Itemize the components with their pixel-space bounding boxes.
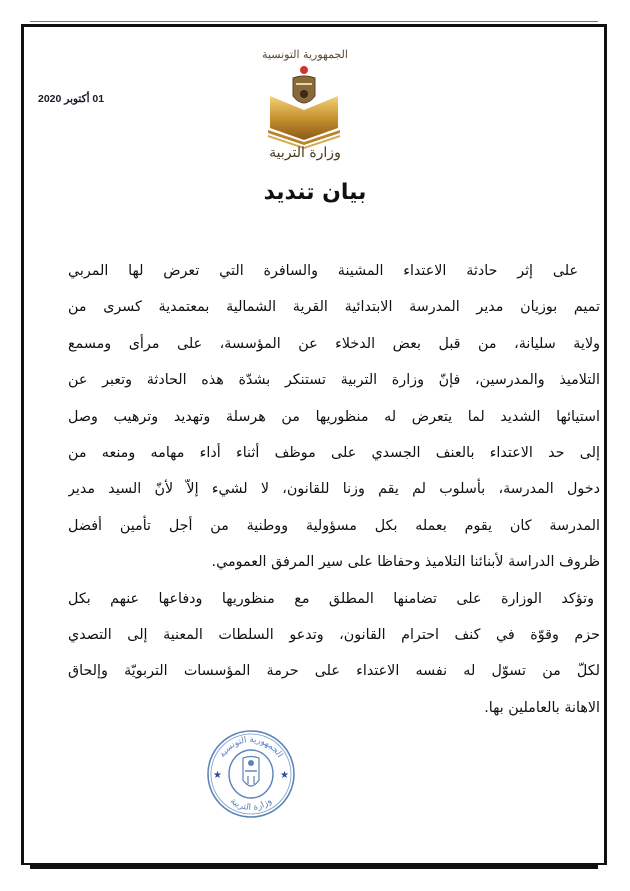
document-body (68, 253, 600, 726)
stamp-inner-text: وزارة التربية (228, 796, 274, 814)
paragraph-2 (68, 581, 600, 727)
text-line: إلى حد الاعتداء بالعنف الجسدي على موظف أثناء أداء مهامه ومنعه من (68, 444, 600, 461)
ministry-name: وزارة التربية (269, 145, 341, 161)
document-date: 01 أكتوبر 2020 (38, 93, 105, 105)
paragraph-1 (68, 253, 600, 581)
text-line: على إثر حادثة الاعتداء المشينة والسافرة التي تعرض لها المربي (68, 263, 578, 279)
open-book-icon (268, 96, 340, 149)
text-line: ظروف الدراسة لأبنائنا التلاميذ وحفاظا على سير المرفق العمومي. (211, 554, 600, 571)
text-line: ولاية سليانة، من قبل بعض الدخلاء عن المؤسسة، على مرأى ومسمع (68, 335, 600, 352)
text-line: استيائها الشديد لما يتعرض له منظوريها من هرسلة وتهديد وترهيب وصل (68, 408, 600, 425)
text-line: وتؤكد الوزارة على تضامنها المطلق مع منظوريها ودفاعها عنهم بكل (68, 590, 594, 607)
text-line: الاهانة بالعاملين بها. (484, 699, 600, 716)
coat-of-arms-icon (293, 76, 315, 103)
flag-emblem-icon (300, 66, 308, 74)
text-line: التلاميذ والمدرسين، فإنّ وزارة التربية تستنكر بشدّة هذه الحادثة وتعبر عن (68, 372, 600, 389)
text-line: حزم وقوّة في كنف احترام القانون، وتدعو السلطات المعنية إلى التصدي (68, 626, 600, 643)
text-line: دخول المدرسة، بأسلوب لم يقم وزنا للقانون، لا لشيء إلاّ لأنّ السيد مدير (68, 481, 600, 498)
text-line: تميم بوزيان مدير المدرسة الابتدائية القرية الشمالية بمعتمدية كسرى من (68, 299, 600, 316)
text-line: لكلّ من تسوّل له نفسه الاعتداء على حرمة المؤسسات التربويّة وإلحاق (68, 663, 600, 680)
official-stamp (205, 728, 297, 820)
star-left-icon: ★ (213, 770, 222, 781)
stamp-outer-text: الجمهورية التونسية (217, 734, 285, 760)
stamp-emblem-icon (243, 757, 259, 787)
text-line: المدرسة كان يقوم بعمله بكل مسؤولية ووطنية من أجل تأمين أفضل (68, 517, 600, 534)
star-right-icon: ★ (280, 770, 289, 781)
document-title: بيان تنديد (263, 180, 367, 205)
frame-top-line (30, 21, 598, 22)
frame-bottom-line (30, 865, 598, 869)
republic-header: الجمهورية التونسية (262, 48, 348, 61)
